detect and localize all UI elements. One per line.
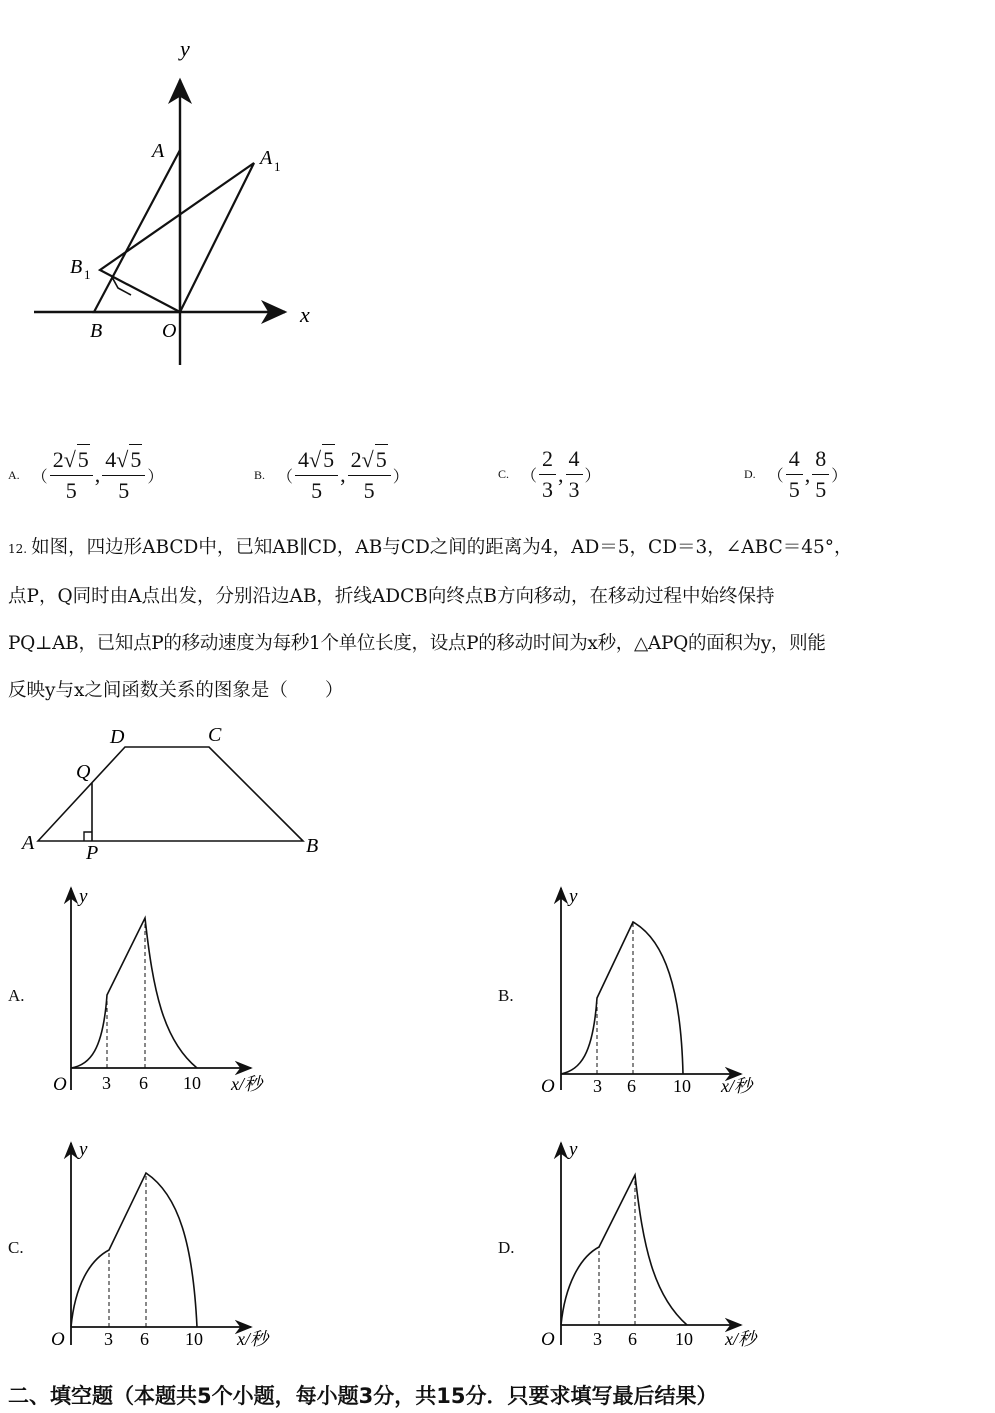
- tick-6: 6: [628, 1329, 637, 1349]
- label-y: y: [180, 36, 190, 61]
- label-b: B: [306, 835, 319, 857]
- option-letter: A.: [8, 467, 20, 482]
- tick-3: 3: [593, 1076, 602, 1096]
- option-letter: B.: [254, 467, 266, 482]
- q12-line-1: 12. 如图，四边形ABCD中，已知AB∥CD，AB与CD之间的距离为4，AD＝5，CD＝3，∠ABC＝45°，: [8, 537, 853, 558]
- figure-trapezoid: [10, 718, 350, 868]
- graph-option-d-letter[interactable]: D.: [498, 1238, 515, 1257]
- tick-10: 10: [673, 1076, 691, 1096]
- label-o: O: [162, 320, 177, 342]
- label-o: O: [51, 1329, 65, 1350]
- label-x: x/秒: [721, 1076, 752, 1096]
- q11-option-b[interactable]: B. （ $\frac{4√5}{5}$ , $\frac{2√5}{5}$ ）: [254, 444, 409, 506]
- label-b1: B: [70, 256, 83, 278]
- label-o: O: [53, 1074, 67, 1095]
- q11-option-d[interactable]: D. （ $\frac{4}{5}$ , $\frac{8}{5}$ ）: [744, 446, 848, 502]
- label-x: x/秒: [231, 1074, 262, 1094]
- section-2-title: 二、填空题（本题共5个小题，每小题3分，共15分．只要求填写最后结果）: [8, 1384, 718, 1408]
- q12-line-2: 点P，Q同时由A点出发，分别沿边AB，折线ADCB向终点B方向移动，在移动过程中始终保持: [8, 586, 775, 607]
- graph-option-c-letter[interactable]: C.: [8, 1238, 24, 1257]
- label-q: Q: [76, 761, 91, 783]
- graph-option-b[interactable]: [535, 880, 775, 1100]
- q11-option-a[interactable]: A. （ $\frac{2√5}{5}$ , $\frac{4√5}{5}$ ）: [8, 444, 163, 506]
- tick-3: 3: [102, 1073, 111, 1093]
- question-12: [8, 524, 993, 714]
- tick-10: 10: [185, 1329, 203, 1349]
- triangle-a1b1o: [100, 163, 254, 312]
- graph-option-c[interactable]: [45, 1135, 285, 1355]
- tick-6: 6: [140, 1329, 149, 1349]
- option-letter: C.: [498, 467, 510, 481]
- option-letter: D.: [744, 467, 756, 481]
- tick-10: 10: [183, 1073, 201, 1093]
- right-angle-mark: [84, 832, 92, 841]
- curve: [561, 922, 683, 1074]
- tick-6: 6: [627, 1076, 636, 1096]
- label-b1-sub: 1: [84, 267, 91, 282]
- figure-rotation-diagram: [20, 30, 340, 375]
- label-x: x/秒: [725, 1329, 756, 1349]
- label-a: A: [22, 832, 35, 854]
- label-o: O: [541, 1329, 555, 1350]
- curve: [71, 918, 197, 1068]
- triangle-abo: [94, 150, 180, 312]
- graph-option-a-letter[interactable]: A.: [8, 986, 25, 1005]
- tick-3: 3: [593, 1329, 602, 1349]
- label-o: O: [541, 1076, 555, 1097]
- graph-option-d[interactable]: [535, 1135, 775, 1355]
- curve: [561, 1175, 687, 1325]
- label-a1: A: [260, 147, 273, 169]
- label-y: y: [569, 1139, 578, 1160]
- tick-10: 10: [675, 1329, 693, 1349]
- label-b: B: [90, 320, 103, 342]
- label-y: y: [79, 1139, 88, 1160]
- graph-option-b-letter[interactable]: B.: [498, 986, 514, 1005]
- label-a1-sub: 1: [274, 159, 281, 174]
- curve: [71, 1173, 197, 1327]
- label-d: D: [110, 726, 125, 748]
- q12-line-4: 反映y与x之间函数关系的图象是（ ）: [8, 680, 344, 701]
- label-p: P: [86, 842, 99, 864]
- q12-line-3: PQ⊥AB，已知点P的移动速度为每秒1个单位长度，设点P的移动时间为x秒，△APQ的面积为y，则能: [8, 633, 826, 654]
- label-c: C: [208, 724, 222, 746]
- tick-6: 6: [139, 1073, 148, 1093]
- tick-3: 3: [104, 1329, 113, 1349]
- label-y: y: [569, 886, 578, 907]
- label-y: y: [79, 886, 88, 907]
- label-x: x: [300, 302, 310, 327]
- graph-option-a[interactable]: [45, 880, 285, 1100]
- label-x: x/秒: [237, 1329, 268, 1349]
- q11-option-c[interactable]: C. （ $\frac{2}{3}$ , $\frac{4}{3}$ ）: [498, 446, 601, 502]
- question-number: 12.: [8, 542, 28, 556]
- label-a: A: [152, 140, 165, 162]
